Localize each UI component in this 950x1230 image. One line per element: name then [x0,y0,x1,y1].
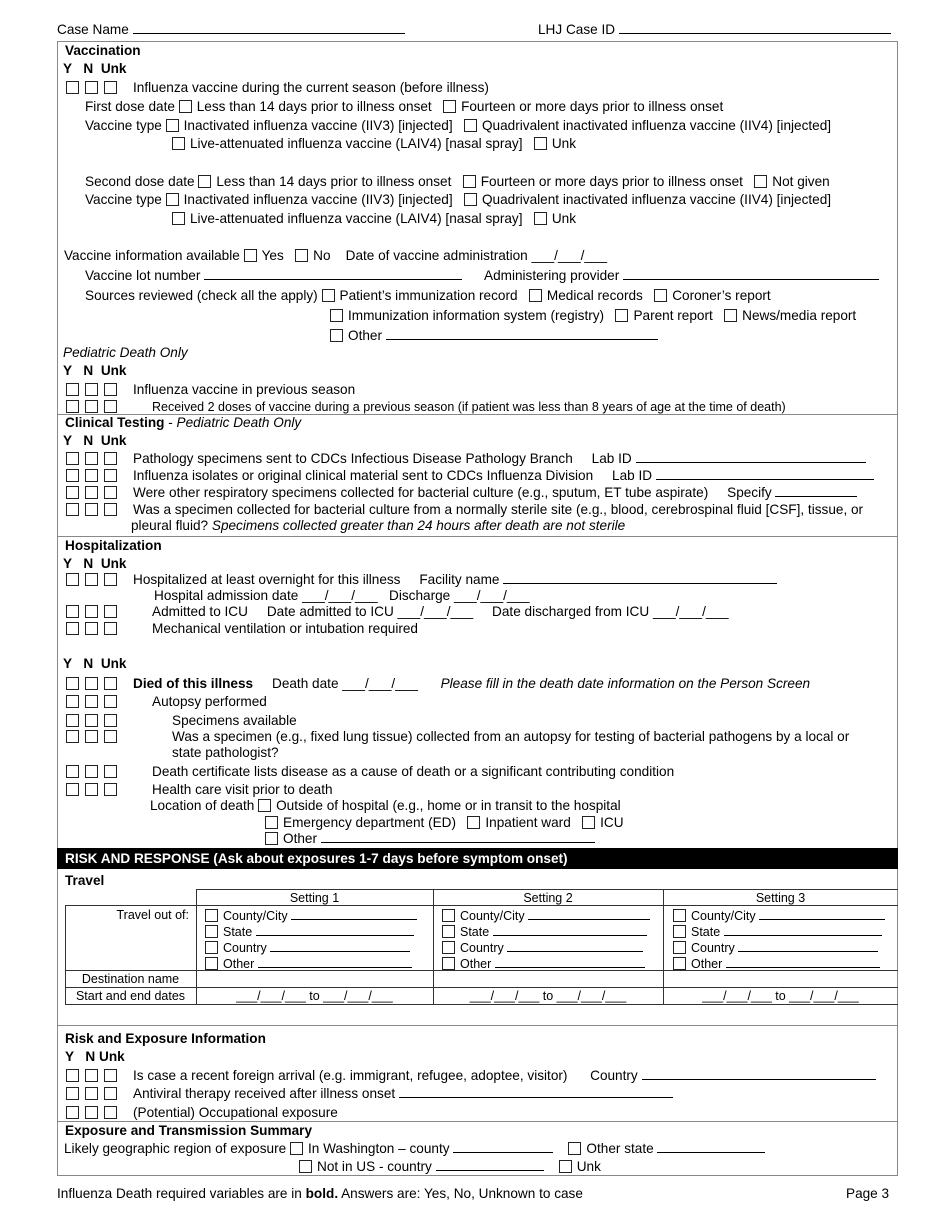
setting-1-field: County/City [205,908,417,924]
page-number: Page 3 [846,1186,890,1201]
lot-number-line[interactable] [204,268,462,280]
sources-row-1: Sources reviewed (check all the apply) Patient’s immunization record Medical records Coroner’s report [85,288,771,303]
footer-note: Influenza Death required variables are in bold. Answers are: Yes, No, Unknown to case [57,1186,583,1201]
setting-2-dates[interactable]: ___/___/___ to ___/___/___ [469,989,627,1003]
lhj-case-id-field[interactable] [538,22,891,38]
clinical-title: Clinical Testing - Pediatric Death Only [65,415,302,430]
autopsy-row: Autopsy performed [66,694,267,710]
checkbox[interactable] [299,1160,312,1173]
ynu-checkboxes[interactable] [66,382,133,398]
checkbox[interactable] [295,249,308,262]
foreign-arrival-row: Is case a recent foreign arrival (e.g. immigrant, refugee, adoptee, visitor) Country [66,1068,876,1084]
ynu-checkboxes[interactable] [66,604,152,620]
location-row-1: Location of death Outside of hospital (e.g., home or in transit to the hospital [150,798,621,813]
current-season-row: Influenza vaccine during the current season (before illness) [66,80,489,96]
ynu-header-4: Y N Unk [63,556,127,571]
pathology-row: Pathology specimens sent to CDCs Infectious Disease Pathology Branch Lab ID [66,451,866,467]
checkbox[interactable] [198,175,211,188]
ynu-checkboxes[interactable] [66,485,133,501]
respiratory-row: Were other respiratory specimens collected for bacterial culture (e.g., sputum, ET tube aspirate) Specify [66,485,857,501]
specify-line[interactable] [775,485,857,497]
ynu-header-2: Y N Unk [63,363,127,378]
sources-row-3: Other [330,328,658,344]
checkbox[interactable] [258,799,271,812]
setting-2-field: County/City [442,908,650,924]
facility-line[interactable] [503,572,777,584]
setting-3-field: County/City [673,908,885,924]
ventilation-row: Mechanical ventilation or intubation required [66,621,418,637]
ynu-header-3: Y N Unk [63,433,127,448]
checkbox[interactable] [615,309,628,322]
setting-1-field: State [205,924,414,940]
lhj-case-id-label: LHJ Case ID [538,22,616,37]
pediatric-only-label: Pediatric Death Only [63,345,188,360]
location-row-3: Other [265,831,595,847]
autopsy-specimen-row: Was a specimen (e.g., fixed lung tissue) collected from an autopsy for testing of bacterial pathogens by a local or [66,729,849,745]
sterile-site-row: Was a specimen collected for bacterial culture from a normally sterile site (e.g., blood, cerebrospinal fluid [CSF], tissue, or [66,502,863,518]
ynu-checkboxes[interactable] [66,713,172,729]
autopsy-specimen-row-2: state pathologist? [172,745,279,760]
section-divider [57,1121,898,1122]
checkbox[interactable] [467,816,480,829]
lhj-case-id-line[interactable] [619,22,891,34]
risk-banner: RISK AND RESPONSE (Ask about exposures 1-7 days before symptom onset) [57,848,898,869]
ynu-checkboxes[interactable] [66,468,133,484]
checkbox[interactable] [330,329,343,342]
vaccine-type-row-1: Vaccine type Inactivated influenza vaccine (IIV3) [injected] Quadrivalent inactivated influenza vaccine (IIV4) [injected] [85,118,832,133]
laiv-row-1: Live-attenuated influenza vaccine (LAIV4) [nasal spray] Unk [172,136,576,152]
destination-label: Destination name [81,972,180,986]
provider-line[interactable] [623,268,879,280]
checkbox[interactable] [172,137,185,150]
checkbox[interactable] [265,816,278,829]
vaccine-type-row-2: Vaccine type Inactivated influenza vaccine (IIV3) [injected] Quadrivalent inactivated influenza vaccine (IIV4) [injected] [85,192,832,207]
checkbox[interactable] [724,309,737,322]
lab-id-line[interactable] [656,468,874,480]
ynu-checkboxes[interactable] [66,1105,133,1121]
vaccination-title: Vaccination [65,43,141,58]
antiviral-line[interactable] [399,1086,673,1098]
checkbox[interactable] [265,832,278,845]
checkbox[interactable] [559,1160,572,1173]
ynu-header-6: Y N Unk [65,1049,125,1064]
checkbox[interactable] [568,1142,581,1155]
icu-row: Admitted to ICU Date admitted to ICU ___/___/___ Date discharged from ICU ___/___/___ [66,604,729,620]
exposure-summary-title: Exposure and Transmission Summary [65,1123,313,1138]
checkbox[interactable] [654,289,667,302]
checkbox[interactable] [529,289,542,302]
setting-3-field: Other [673,956,880,972]
checkbox[interactable] [166,119,179,132]
ynu-checkboxes[interactable] [66,399,152,415]
antiviral-row: Antiviral therapy received after illness onset [66,1086,673,1102]
checkbox[interactable] [534,137,547,150]
laiv-row-2: Live-attenuated influenza vaccine (LAIV4) [nasal spray] Unk [172,211,576,227]
checkbox[interactable] [534,212,547,225]
ynu-checkboxes[interactable] [66,694,152,710]
first-dose-row: First dose date Less than 14 days prior to illness onset Fourteen or more days prior to illness onset [85,99,724,114]
ynu-checkboxes[interactable] [66,782,152,798]
checkbox[interactable] [463,175,476,188]
section-divider [57,1025,898,1026]
checkbox[interactable] [754,175,767,188]
checkbox[interactable] [322,289,335,302]
setting-2-field: Other [442,956,645,972]
specimens-row: Specimens available [66,713,297,729]
ynu-header-1: Y N Unk [63,61,127,76]
hospitalization-title: Hospitalization [65,538,162,553]
sterile-site-row-2: pleural fluid? Specimens collected greater than 24 hours after death are not sterile [131,518,626,533]
country-line[interactable] [642,1068,876,1080]
start-end-label: Start and end dates [75,989,186,1003]
ynu-checkboxes[interactable] [66,451,133,467]
second-dose-row: Second dose date Less than 14 days prior to illness onset Fourteen or more days prior to illness onset Not given [85,174,830,189]
setting-3-field: State [673,924,882,940]
sources-row-2: Immunization information system (registry) Parent report News/media report [330,308,856,324]
admission-row: Hospital admission date ___/___/___ Discharge ___/___/___ [154,588,530,603]
checkbox[interactable] [244,249,257,262]
checkbox[interactable] [172,212,185,225]
setting-1-field: Country [205,940,410,956]
ynu-checkboxes[interactable] [66,502,133,518]
case-name-line[interactable] [133,22,405,34]
ynu-checkboxes[interactable] [66,572,133,588]
provider-row: Administering provider [484,268,879,284]
section-divider [57,536,898,537]
date-of-administration[interactable]: Date of vaccine administration ___/___/___ [345,248,608,263]
isolates-row: Influenza isolates or original clinical material sent to CDCs Influenza Division Lab ID [66,468,874,484]
ynu-checkboxes[interactable] [66,1086,133,1102]
died-row: Died of this illness Death date ___/___/___ Please fill in the death date information on the Person Screen [66,676,810,692]
setting-3-field: Country [673,940,878,956]
risk-exposure-title: Risk and Exposure Information [65,1031,266,1046]
ynu-checkboxes[interactable] [66,729,172,745]
checkbox[interactable] [464,119,477,132]
checkbox[interactable] [166,193,179,206]
case-name-field[interactable] [57,22,405,38]
ynu-checkboxes[interactable] [66,80,133,96]
checkbox[interactable] [464,193,477,206]
hc-visit-row: Health care visit prior to death [66,782,333,798]
ynu-checkboxes[interactable] [66,764,152,780]
lab-id-line[interactable] [636,451,866,463]
setting-2-field: Country [442,940,643,956]
vaccine-info-row: Vaccine information available Yes No Date of vaccine administration ___/___/___ [64,248,608,263]
ynu-checkboxes[interactable] [66,676,133,692]
travel-title: Travel [65,873,105,888]
hospitalized-row: Hospitalized at least overnight for this illness Facility name [66,572,777,588]
checkbox[interactable] [179,100,192,113]
setting-2-field: State [442,924,647,940]
other-location-line[interactable] [321,831,595,843]
travel-out-label: Travel out of: [116,908,189,922]
region-row-2: Not in US - country Unk [299,1159,601,1175]
case-name-label: Case Name [57,22,129,37]
two-doses-row: Received 2 doses of vaccine during a previous season (if patient was less than 8 years of age at the time of death) [66,399,786,415]
lot-number-row: Vaccine lot number [85,268,462,284]
checkbox[interactable] [582,816,595,829]
setting-2-header: Setting 2 [523,891,573,905]
ynu-header-5: Y N Unk [63,656,127,671]
setting-1-dates[interactable]: ___/___/___ to ___/___/___ [236,989,393,1003]
setting-3-dates[interactable]: ___/___/___ to ___/___/___ [702,989,859,1003]
ynu-checkboxes[interactable] [66,621,152,637]
ynu-checkboxes[interactable] [66,1068,133,1084]
setting-1-header: Setting 1 [289,891,340,905]
region-row-1: Likely geographic region of exposure In Washington – county Other state [64,1141,765,1157]
other-source-line[interactable] [386,328,658,340]
previous-season-row: Influenza vaccine in previous season [66,382,355,398]
checkbox[interactable] [443,100,456,113]
death-cert-row: Death certificate lists disease as a cause of death or a significant contributing condition [66,764,674,780]
setting-1-field: Other [205,956,412,972]
checkbox[interactable] [330,309,343,322]
checkbox[interactable] [290,1142,303,1155]
occupational-row: (Potential) Occupational exposure [66,1105,338,1121]
location-row-2: Emergency department (ED) Inpatient ward ICU [265,815,624,831]
setting-3-header: Setting 3 [755,891,806,905]
